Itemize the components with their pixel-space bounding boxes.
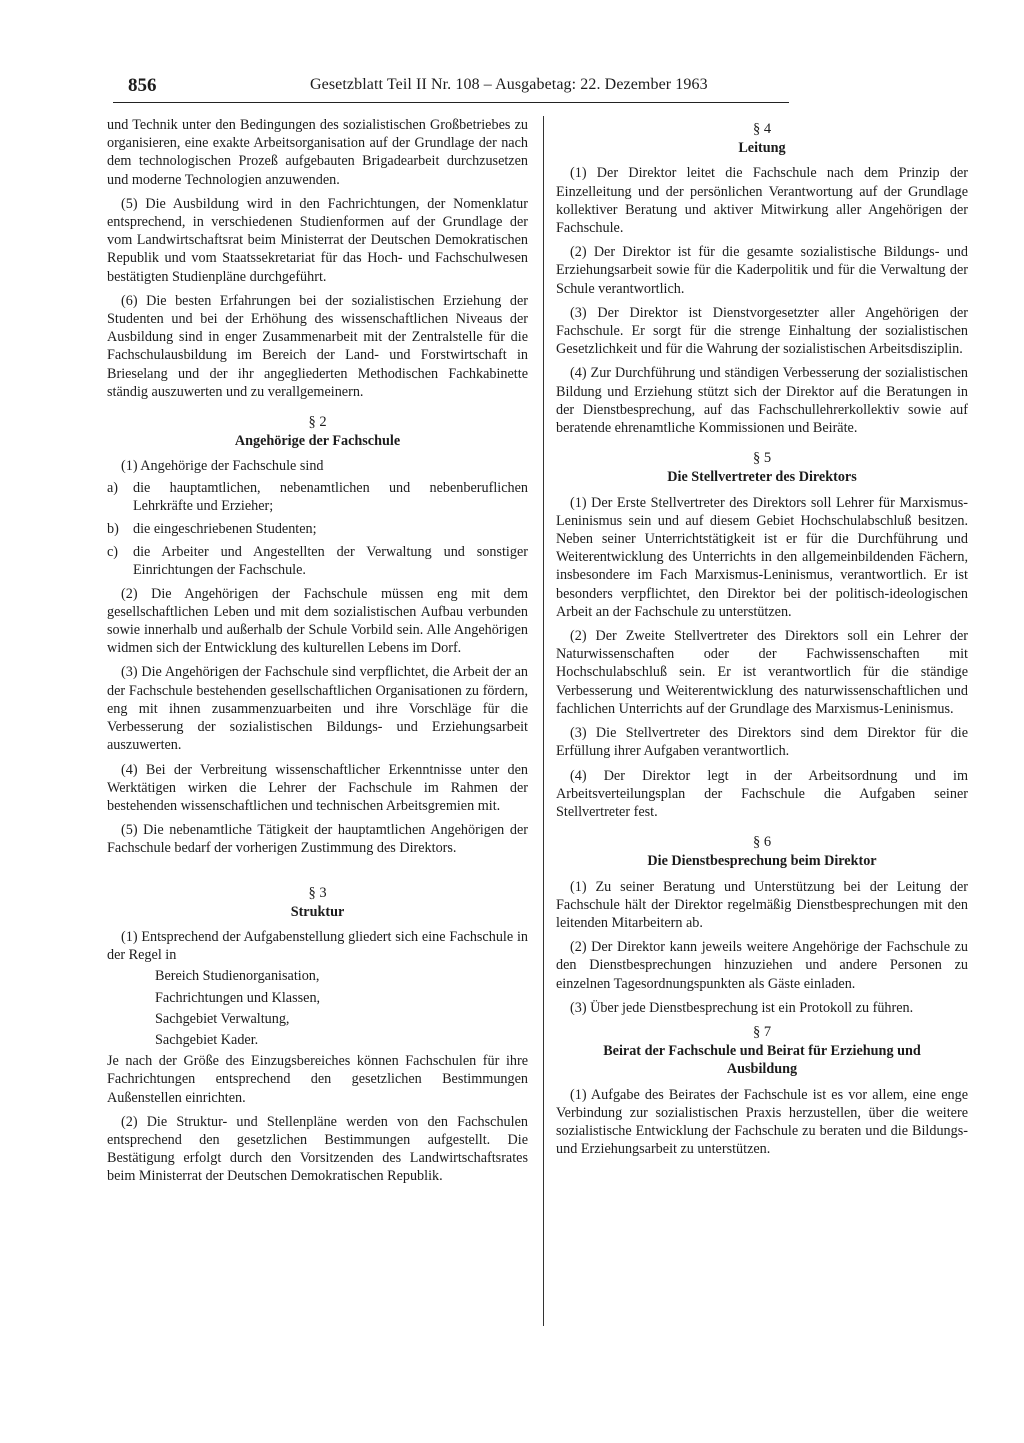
- page-number: 856: [128, 75, 157, 96]
- list-text: die eingeschriebenen Studenten;: [133, 521, 317, 538]
- section-number: § 3: [308, 884, 327, 901]
- page-header: [113, 72, 789, 103]
- paragraph: (3) Die Stellvertreter des Direktors sind dem Direktor für die Erfüllung ihrer Aufgaben verantwortlich.: [556, 725, 968, 760]
- paragraph: (4) Zur Durchführung und ständigen Verbesserung der sozialistischen Bildung und Erziehung stützt sich der Direktor auf die Beratungen in der Dienstbesprechung, auf das Fachschullehrerkollektiv sowie auf beratende ehrenamtliche Kommissionen und Beiräte.: [556, 365, 968, 437]
- list-item: [107, 479, 528, 515]
- paragraph: (1) Der Direktor leitet die Fachschule nach dem Prinzip der Einzelleitung und der persönlichen Verantwortung auf der Grundlage kollektiver Beratung und aktiver Mitwirkung aller Angehörigen der Fachschule.: [556, 165, 968, 237]
- paragraph: (4) Bei der Verbreitung wissenschaftlicher Erkenntnisse unter den Werktätigen wirken die Lehrer der Fachschule im Rahmen der bestehenden wissenschaftlichen und technischen Arbeitsgremien mit.: [107, 761, 528, 814]
- right-column: [556, 120, 968, 1164]
- list-marker: c): [107, 544, 119, 561]
- paragraph: (1) Zu seiner Beratung und Unterstützung bei der Leitung der Fachschule hält der Direktor regelmäßig Dienstbesprechungen mit den leitenden Mitarbeitern ab.: [556, 878, 968, 931]
- paragraph: (2) Der Direktor kann jeweils weitere Angehörige der Fachschule zu den Dienstbesprechungen hinzuziehen und andere Personen zu einzelnen Tagesordnungspunkten als Gäste einladen.: [556, 939, 968, 992]
- paragraph: (4) Der Direktor legt in der Arbeitsordnung und im Arbeitsverteilungsplan der Fachschule die Aufgaben seiner Stellvertreter fest.: [556, 767, 968, 820]
- list-item: [107, 520, 528, 538]
- paragraph: (1) Angehörige der Fachschule sind: [121, 458, 324, 475]
- section-number: § 2: [308, 414, 327, 431]
- section-number: § 4: [752, 121, 772, 137]
- paragraph: (2) Die Struktur- und Stellenpläne werden von den Fachschulen entsprechend den gesetzlichen Bestimmungen aufgestellt. Die Bestätigung erfolgt durch den Vorsitzenden des Landwirtschaftsrates beim Ministerrat der Deutschen Demokratischen Republik.: [107, 1113, 528, 1185]
- paragraph: (1) Der Erste Stellvertreter des Direktors soll Lehrer für Marxismus-Leninismus sein und auf diesem Gebiet Hochschulabschluß besitzen. Neben seiner Unterrichtstätigkeit ist er für die Durchführung und Weiterentwicklung des Unterrichts in den allgemeinbildenden Fächern, insbesondere im Fach Marxismus-Leninismus, verantwortlich. Er ist besonders verpflichtet, den Direktor bei der politisch-ideologischen Arbeit an der Fachschule zu unterstützen.: [556, 494, 968, 620]
- paragraph: (6) Die besten Erfahrungen bei der sozialistischen Erziehung der Studenten und bei der Erhöhung des wissenschaftlichen Niveaus der Ausbildung sind in enger Zusammenarbeit mit der Zentralstelle für die Fachschulausbildung im Bereich der Land- und Forstwirtschaft in Brieselang und der ihr angegliederten Methodischen Fachkabinette ständig auszuwerten und zu verallgemeinern.: [107, 292, 528, 400]
- paragraph: (1) Entsprechend der Aufgabenstellung gliedert sich eine Fachschule in der Regel in: [107, 928, 528, 964]
- left-column: [107, 116, 528, 1192]
- paragraph: (3) Über jede Dienstbesprechung ist ein Protokoll zu führen.: [570, 999, 914, 1016]
- section-title: Beirat der Fachschule und Beirat für Erziehung und Ausbildung: [603, 1043, 921, 1078]
- structure-item: Sachgebiet Verwaltung,: [155, 1010, 290, 1027]
- paragraph: (2) Die Angehörigen der Fachschule müssen eng mit dem gesellschaftlichen Leben und mit dem sozialistischen Aufbau verbunden sowie innerhalb und außerhalb der Schule Vorbild sein. Alle Angehörigen widmen sich der Entwicklung des kulturellen Lebens im Dorf.: [107, 585, 528, 657]
- section-title: Die Dienstbesprechung beim Direktor: [647, 853, 877, 870]
- gazette-title: Gesetzblatt Teil II Nr. 108 – Ausgabetag: 22. Dezember 1963: [310, 76, 708, 93]
- list-marker: a): [107, 479, 119, 496]
- structure-item: Sachgebiet Kader.: [155, 1031, 259, 1048]
- paragraph: (5) Die nebenamtliche Tätigkeit der hauptamtlichen Angehörigen der Fachschule bedarf der vorherigen Zustimmung des Direktors.: [107, 822, 528, 857]
- section-title: Struktur: [290, 903, 345, 920]
- section-number: § 6: [752, 834, 772, 851]
- list-text: die Arbeiter und Angestellten der Verwaltung und sonstiger Einrichtungen der Fachschule.: [133, 544, 528, 579]
- paragraph: (5) Die Ausbildung wird in den Fachrichtungen, der Nomenklatur entsprechend, in verschiedenen Studienformen auf der Grundlage der vom Landwirtschaftsrat beim Ministerrat der Deutschen Demokratischen Republik und vom Staatssekretariat für das Hoch- und Fachschulwesen bestätigten Studienpläne durchgeführt.: [107, 195, 528, 285]
- structure-item: Bereich Studienorganisation,: [155, 968, 320, 985]
- structure-item: Fachrichtungen und Klassen,: [155, 989, 321, 1006]
- paragraph: (1) Aufgabe des Beirates der Fachschule ist es vor allem, eine enge Verbindung zur sozialistischen Praxis herzustellen, über die weitere sozialistische Entwicklung der Fachschule zu beraten und die Bildungs- und Erziehungsarbeit zu unterstützen.: [556, 1086, 968, 1158]
- paragraph: (2) Der Zweite Stellvertreter des Direktors soll ein Lehrer der Naturwissenschaften oder der Fachwissenschaften mit Hochschulabschluß sein. Er ist verantwortlich für die ständige Verbesserung und Weiterentwicklung des naturwissenschaftlichen und fachlichen Unterrichts auf der Grundlage des Marxismus-Leninismus.: [556, 628, 968, 717]
- section-number: § 7: [752, 1023, 772, 1040]
- list-text: die hauptamtlichen, nebenamtlichen und nebenberuflichen Lehrkräfte und Erzieher;: [133, 479, 528, 514]
- section-title: Die Stellvertreter des Direktors: [667, 469, 857, 486]
- section-title: Angehörige der Fachschule: [234, 433, 401, 450]
- column-divider: [543, 116, 544, 1326]
- paragraph: und Technik unter den Bedingungen des sozialistischen Großbetriebes zu organisieren, eine exakte Arbeitsorganisation auf der Grundlage der nach dem technologischen Prozeß aufgebauten Brigadearbeit durchzusetzen und moderne Technologien anzuwenden.: [107, 117, 528, 188]
- paragraph: (3) Der Direktor ist Dienstvorgesetzter aller Angehörigen der Fachschule. Er sorgt für die strenge Einhaltung der sozialistischen Gesetzlichkeit und für die Wahrung der sozialistischen Arbeitsdisziplin.: [556, 304, 968, 358]
- section-number: § 5: [752, 450, 772, 467]
- paragraph: (3) Die Angehörigen der Fachschule sind verpflichtet, die Arbeit der an der Fachschule bestehenden gesellschaftlichen Organisationen zu fördern, eng mit ihnen zusammenzuarbeiten und ihre Vorschläge für die Verbesserung der sozialistischen Bildungs- und Erziehungsarbeit auszuwerten.: [107, 664, 528, 754]
- paragraph: Je nach der Größe des Einzugsbereiches können Fachschulen für ihre Fachrichtungen entsprechend den gesetzlichen Bestimmungen Außenstellen einrichten.: [107, 1053, 528, 1106]
- section-title: Leitung: [738, 140, 786, 157]
- list-marker: b): [107, 521, 119, 538]
- paragraph: (2) Der Direktor ist für die gesamte sozialistische Bildungs- und Erziehungsarbeit sowie für die Kaderpolitik und für die Verwaltung der Schule verantwortlich.: [556, 244, 968, 297]
- list-item: [107, 543, 528, 579]
